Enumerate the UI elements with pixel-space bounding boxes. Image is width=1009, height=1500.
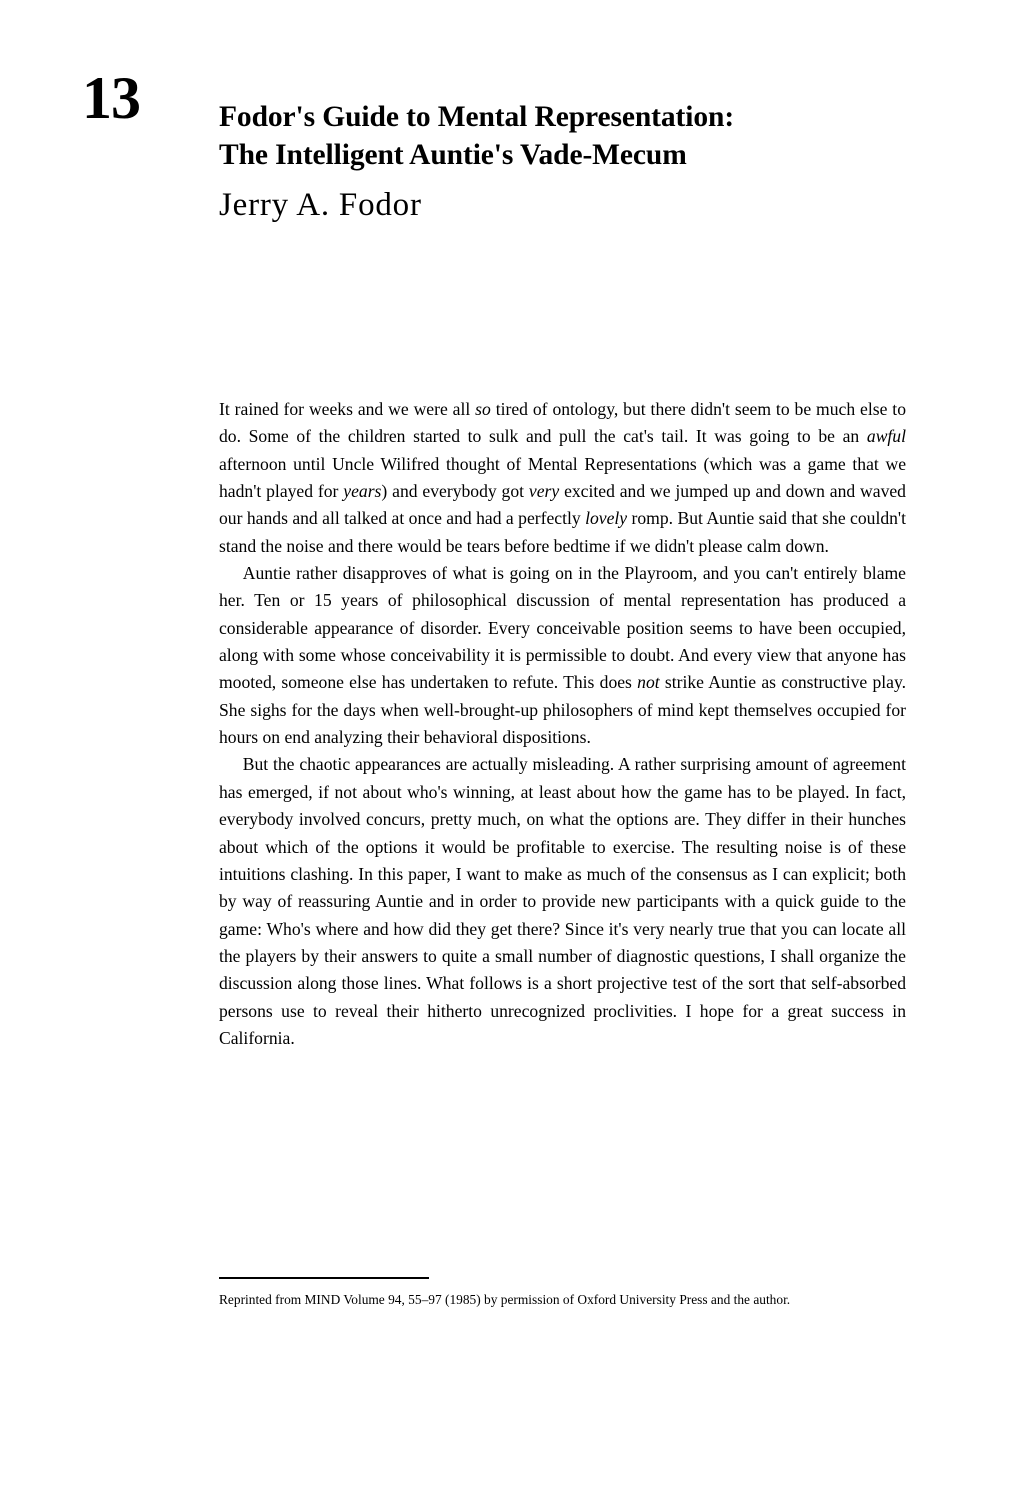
paragraph-1: It rained for weeks and we were all so tired of ontology, but there didn't seem to be much else to do. Some of the children started to sulk and pull the cat's tail. It was going to be an awful afternoon until Uncle Wilifred thought of Mental Representations (which was a game that we hadn't played for years) and everybody got very excited and we jumped up and down and waved our hands and all talked at once and had a perfectly lovely romp. But Auntie said that she couldn't stand the noise and there would be tears before bedtime if we didn't please calm down. [219,399,906,556]
footnote-text: Reprinted from MIND Volume 94, 55–97 (1985) by permission of Oxford University Press and the author. [219,1292,791,1307]
chapter-header [0,65,1009,188]
paragraph-2: Auntie rather disapproves of what is going on in the Playroom, and you can't entirely blame her. Ten or 15 years of philosophical discussion of mental representation has produced a considerable appearance of disorder. Every conceivable position seems to have been occupied, along with some whose conceivability it is permissible to doubt. And every view that anyone has mooted, someone else has undertaken to refute. This does not strike Auntie as constructive play. She sighs for the days when well-brought-up philosophers of mind kept themselves occupied for hours on end analyzing their behavioral dispositions. [219,563,907,748]
chapter-title-line-2: The Intelligent Auntie's Vade-Mecum [219,138,687,171]
author-name: Jerry A. Fodor [219,187,422,223]
body-text [219,396,906,1052]
footnote [219,1277,909,1310]
chapter-number: 13 [82,65,140,131]
chapter-title-line-1: Fodor's Guide to Mental Representation: [219,100,735,133]
footnote-rule [219,1277,429,1279]
paragraph-3: But the chaotic appearances are actually misleading. A rather surprising amount of agreement has emerged, if not about who's winning, at least about how the game has to be played. In fact, everybody involved concurs, pretty much, on what the options are. They differ in their hunches about which of the options it would be profitable to exercise. The resulting noise is of these intuitions clashing. In this paper, I want to make as much of the consensus as I can explicit; both by way of reassuring Auntie and in order to provide new participants with a quick guide to the game: Who's where and how did they get there? Since it's very nearly true that you can locate all the players by their answers to quite a small number of diagnostic questions, I shall organize the discussion along those lines. What follows is a short projective test of the sort that self-absorbed persons use to reveal their hitherto unrecognized proclivities. I hope for a great success in California. [219,754,906,1048]
chapter-title [219,98,909,174]
